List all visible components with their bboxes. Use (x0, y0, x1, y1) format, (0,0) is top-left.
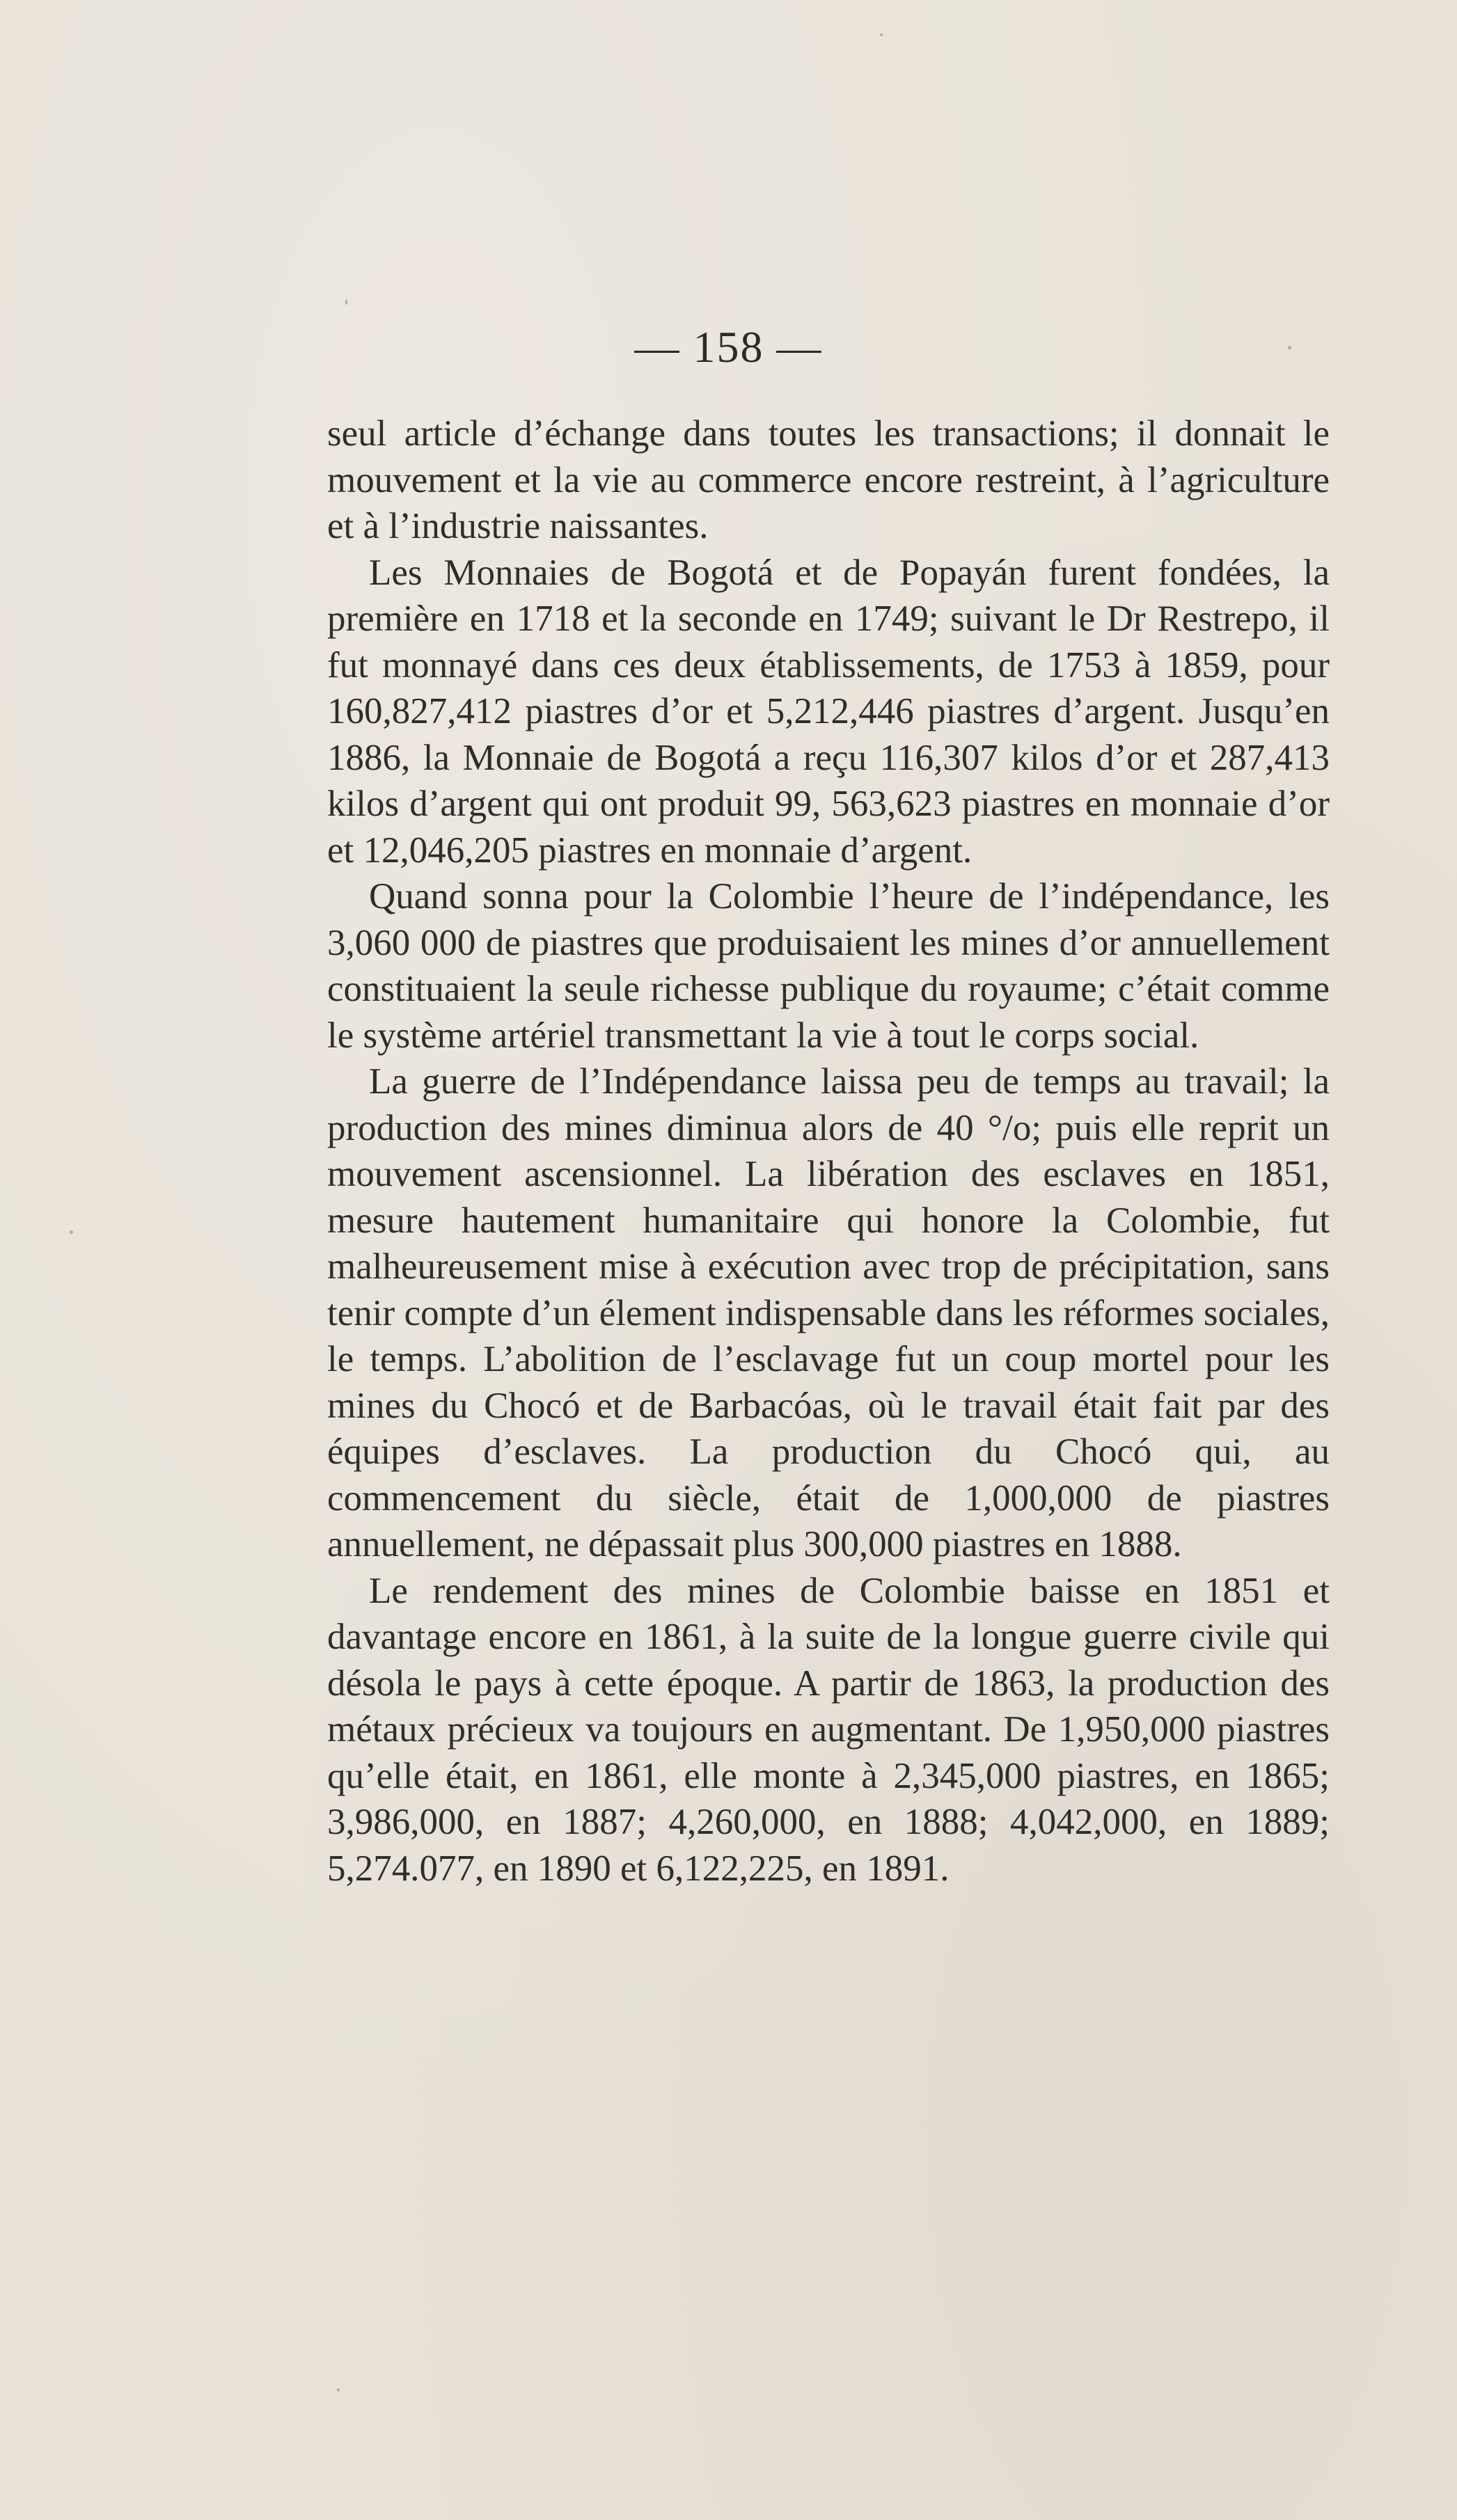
body-text (327, 411, 1330, 1892)
paper-speck (1288, 346, 1291, 349)
paragraph-2: Les Monnaies de Bogotá et de Popayán furent fondées, la première en 1718 et la seconde en 1749; suivant le Dr Restrepo, il fut monnayé dans ces deux établissements, de 1753 à 1859, pour 160,827,412 piastres d’or et 5,212,446 piastres d’argent. Jusqu’en 1886, la Monnaie de Bogotá a reçu 116,307 kilos d’or et 287,413 kilos d’argent qui ont produit 99, 563,623 piastres en monnaie d’or et 12,046,205 piastres en monnaie d’argent. (327, 552, 1330, 871)
paragraph-1: seul article d’échange dans toutes les transactions; il donnait le mouvement et la vie au commerce encore restreint, à l’agriculture et à l’industrie naissantes. (327, 413, 1330, 546)
paper-speck (337, 2388, 340, 2391)
paper-speck (880, 33, 883, 36)
paragraph-4: La guerre de l’Indépendance laissa peu de temps au travail; la production des mines diminua alors de 40 °/o; puis elle reprit un mouvement ascensionnel. La libération des esclaves en 1851, mesure hautement humanitaire qui honore la Colombie, fut malheureusement mise à exécution avec trop de précipitation, sans tenir compte d’un élement indispensable dans les réformes sociales, le temps. L’abolition de l’esclavage fut un coup mortel pour les mines du Chocó et de Barbacóas, où le travail était fait par des équipes d’esclaves. La production du Chocó qui, au commencement du siècle, était de 1,000,000 de piastres annuellement, ne dépassait plus 300,000 piastres en 1888. (327, 1061, 1330, 1564)
paper-speck (345, 299, 347, 305)
paragraph-3: Quand sonna pour la Colombie l’heure de l’indépendance, les 3,060 000 de piastres que produisaient les mines d’or annuellement constituaient la seule richesse publique du royaume; c’était comme le système artériel transmettant la vie à tout le corps social. (327, 876, 1330, 1056)
paper-speck (70, 1230, 73, 1234)
paragraph-5: Le rendement des mines de Colombie baisse en 1851 et davantage encore en 1861, à la suite de la longue guerre civile qui désola le pays à cette époque. A partir de 1863, la production des métaux précieux va toujours en augmentant. De 1,950,000 piastres qu’elle était, en 1861, elle monte à 2,345,000 piastres, en 1865; 3,986,000, en 1887; 4,260,000, en 1888; 4,042,000, en 1889; 5,274.077, en 1890 et 6,122,225, en 1891. (327, 1570, 1330, 1889)
page-number: — 158 — (634, 322, 823, 372)
